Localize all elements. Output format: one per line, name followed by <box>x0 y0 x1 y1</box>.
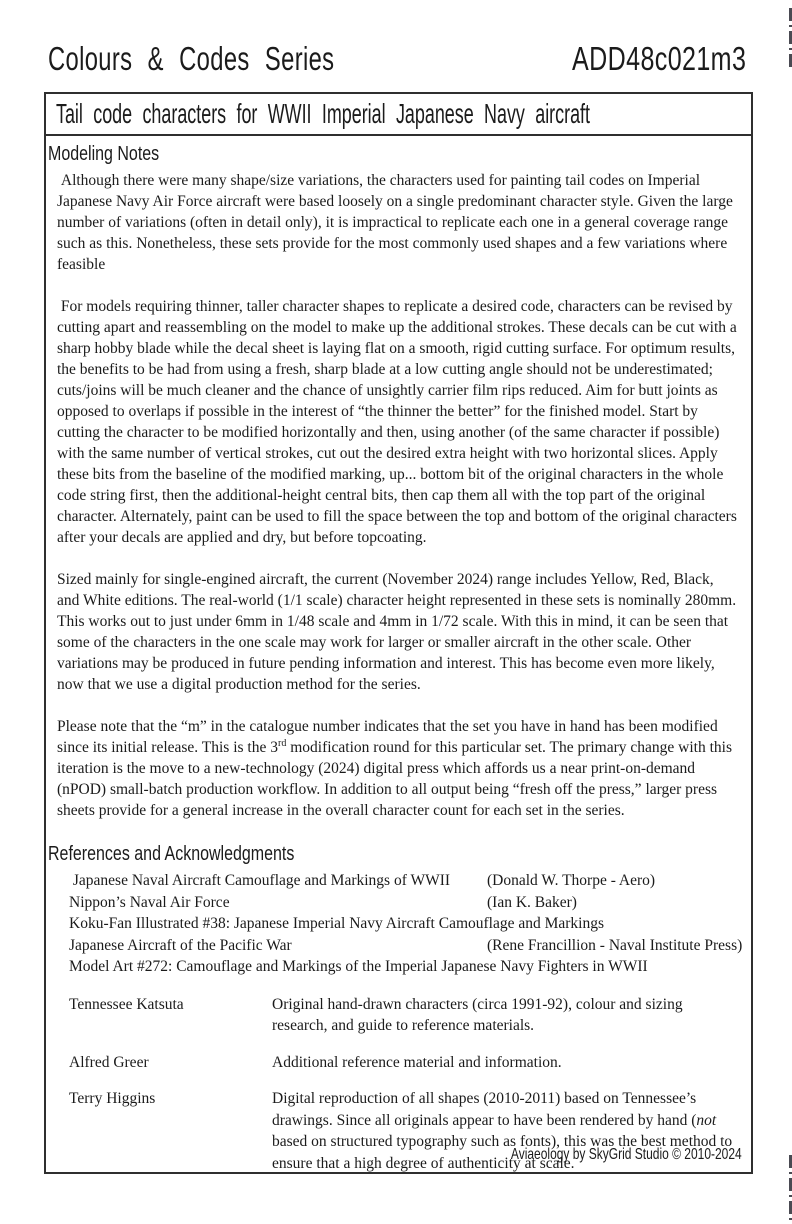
sheet-box <box>44 92 753 1174</box>
contributor-name: Alfred Greer <box>69 1053 149 1071</box>
references-list <box>69 870 743 978</box>
reference-title: Model Art #272: Camouflage and Markings of the Imperial Japanese Navy Fighters in WWII <box>69 958 648 975</box>
contribution-text-italic: not <box>696 1111 717 1129</box>
sheet-content <box>46 136 751 1174</box>
contributor-name: Terry Higgins <box>69 1090 156 1107</box>
modeling-notes-paragraph-2: For models requiring thinner, taller character shapes to replicate a desired code, characters can be revised by cutting apart and reassembling on the model to make up the additional strokes. These decals can be cut with a sharp hobby blade while the decal sheet is laying flat on a smooth, rigid cutting surface. For optimum results, the benefits to be had from using a fresh, sharp blade at a low cutting angle should not be underestimated; cuts/joins will be much cleaner and the chance of unsightly carrier film rips reduced. Aim for butt joints as opposed to overlaps if possible in the interest of “the thinner the better” for the finished model. Start by cutting the character to be modified horizontally and then, using another (of the same character if possible) with the same number of vertical strokes, cut out the desired extra height with two horizontal slices. Apply these bits from the baseline of the modified marking, up... bottom bit of the original characters in the whole code string first, then the additional-height central bits, then cap them all with the top part of the original character. Alternately, paint can be used to fill the space between the top and bottom of the original characters after your decals are applied and dry, but before topcoating. <box>57 298 741 546</box>
contributor-name: Tennessee Katsuta <box>69 995 184 1013</box>
modified-note-text: Please note that the “m” in the catalogue number indicates that the set you have in hand has been modified since its initial release. This is the 3 <box>57 718 722 756</box>
acknowledgment-row <box>69 994 737 1037</box>
reference-credit: (Rene Francillion - Naval Institute Press) <box>487 936 743 954</box>
acknowledgment-row <box>69 1052 737 1074</box>
modified-note-text-continued: modification round for this particular set. The primary change with this iteration is the move to a new-technology (2024) digital press which affords us a near print-on-demand (nPOD) small-batch production workflow. In addition to all output being “fresh off the press,” larger press sheets provide for a general increase in the overall character count for each set in the series. <box>57 739 736 819</box>
modeling-notes-paragraph-4 <box>57 716 737 821</box>
modeling-notes-paragraph-1: Although there were many shape/size variations, the characters used for painting tail codes on Imperial Japanese Navy Air Force aircraft were based loosely on a single predominant character style. Given the large number of variations (often in detail only), it is impractical to replicate each one in a general coverage range such as this. Nonetheless, these sets provide for the most commonly used shapes and a few variations where feasible <box>57 172 737 273</box>
series-title: Colours & Codes Series <box>48 40 335 77</box>
contribution-text-part: Digital reproduction of all shapes (2010-2011) based on Tennessee’s drawings. Since all originals appear to have been rendered by hand ( <box>272 1090 697 1129</box>
reference-credit: (Donald W. Thorpe - Aero) <box>487 872 656 889</box>
reference-credit: (Ian K. Baker) <box>487 893 577 911</box>
reference-title: Nippon’s Naval Air Force <box>69 893 230 911</box>
reference-row <box>69 935 743 957</box>
reference-row <box>69 913 737 935</box>
reference-row <box>69 956 737 978</box>
reference-row <box>69 892 737 914</box>
reference-title: Koku-Fan Illustrated #38: Japanese Imperial Navy Aircraft Camouflage and Markings <box>69 915 605 932</box>
title-band <box>46 94 751 136</box>
reference-title: Japanese Aircraft of the Pacific War <box>69 936 292 954</box>
contribution-text-part: based on structured typography such as fonts), this was the best method to ensure that a high degree of authenticity at scale. <box>272 1133 733 1172</box>
references-heading: References and Acknowledgments <box>48 843 295 865</box>
sheet-title: Tail code characters for WWII Imperial Japanese Navy aircraft <box>56 98 590 129</box>
reference-row <box>69 870 737 892</box>
modeling-notes-heading: Modeling Notes <box>48 143 160 165</box>
ordinal-superscript: rd <box>277 737 287 749</box>
catalog-number: ADD48c021m3 <box>571 40 746 77</box>
contribution-text: Original hand-drawn characters (circa 1991-92), colour and sizing research, and guide to reference materials. <box>272 995 683 1034</box>
page-header <box>48 40 746 78</box>
contribution-text: Additional reference material and information. <box>272 1053 562 1071</box>
studio-copyright: Aviaeology by SkyGrid Studio © 2010-2024 <box>511 1146 742 1163</box>
reference-title: Japanese Naval Aircraft Camouflage and Markings of WWII <box>69 872 451 889</box>
modeling-notes-paragraph-3: Sized mainly for single-engined aircraft, the current (November 2024) range includes Yellow, Red, Black, and White editions. The real-world (1/1 scale) character height represented in these sets is nominally 280mm. This works out to just under 6mm in 1/48 scale and 4mm in 1/72 scale. With this in mind, it can be seen that some of the characters in the one scale may work for larger or smaller aircraft in the other scale. Other variations may be produced in future pending information and interest. This has become even more likely, now that we use a digital production method for the series. <box>57 571 740 693</box>
